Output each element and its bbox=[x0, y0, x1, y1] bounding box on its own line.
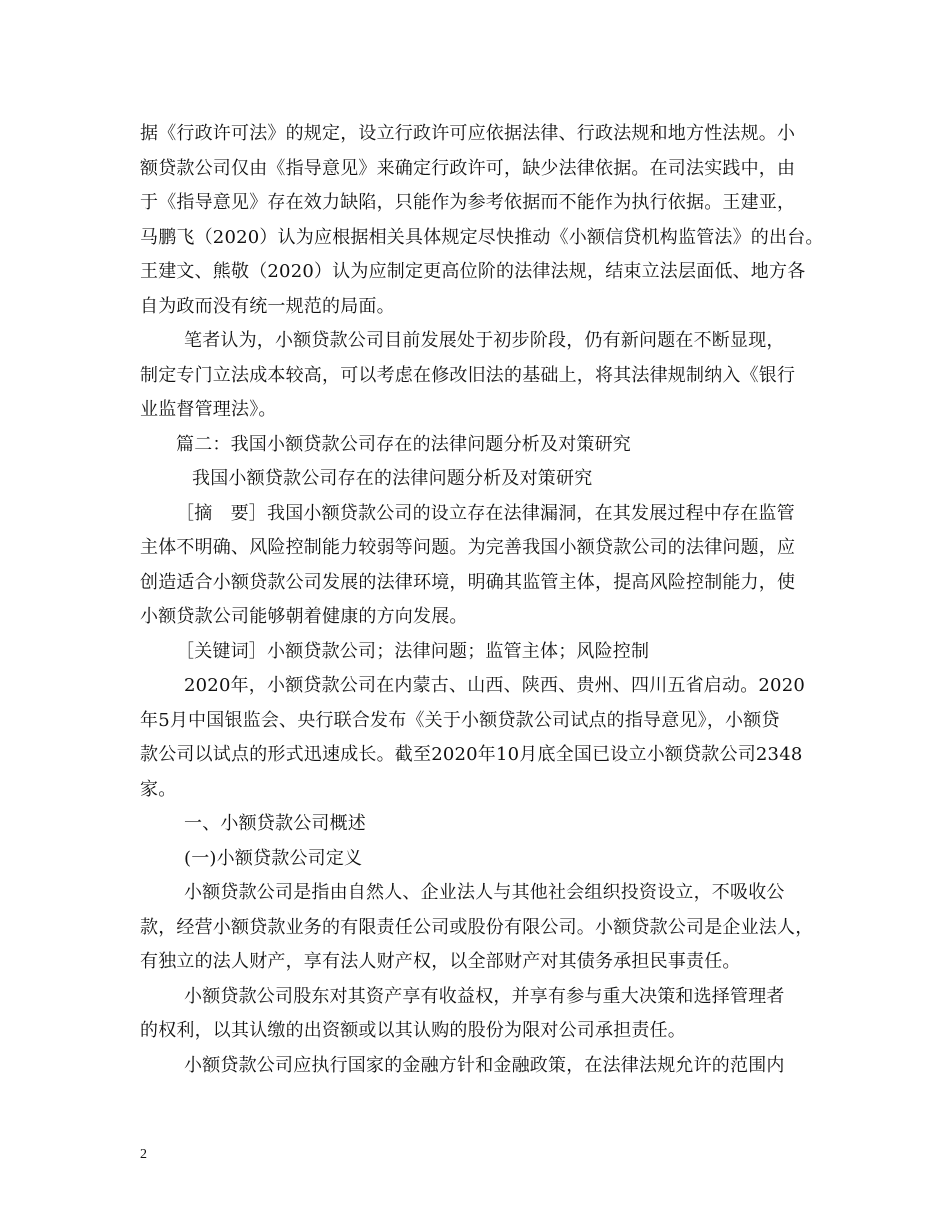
text-line: 业监督管理法》。 bbox=[140, 399, 277, 420]
text-line: 主体不明确、风险控制能力较弱等问题。为完善我国小额贷款公司的法律问题，应 bbox=[140, 537, 796, 558]
text-line: 年5月中国银监会、央行联合发布《关于小额贷款公司试点的指导意见》，小额贷 bbox=[140, 709, 780, 731]
keywords-line: ［关键词］小额贷款公司；法律问题；监管主体；风险控制 bbox=[176, 640, 650, 662]
heading-1: 一、小额贷款公司概述 bbox=[184, 813, 366, 834]
text-line: 2020年，小额贷款公司在内蒙古、山西、陕西、贵州、四川五省启动。2020 bbox=[184, 675, 806, 696]
text-line: 于《指导意见》存在效力缺陷，只能作为参考依据而不能作为执行依据。王建亚， bbox=[140, 192, 796, 213]
page-number: 2 bbox=[140, 1147, 147, 1162]
text-line: 额贷款公司仅由《指导意见》来确定行政许可，缺少法律依据。在司法实践中，由 bbox=[140, 157, 796, 179]
section-title: 篇二：我国小额贷款公司存在的法律问题分析及对策研究 bbox=[176, 433, 631, 455]
text-line: 款，经营小额贷款业务的有限责任公司或股份有限公司。小额贷款公司是企业法人， bbox=[140, 916, 814, 938]
text-line: 据《行政许可法》的规定，设立行政许可应依据法律、行政法规和地方性法规。小 bbox=[140, 123, 796, 144]
text-line: 款公司以试点的形式迅速成长。截至2020年10月底全国已设立小额贷款公司2348 bbox=[140, 744, 803, 765]
text-line: 家。 bbox=[140, 778, 177, 800]
text-line: 小额贷款公司股东对其资产享有收益权，并享有参与重大决策和选择管理者 bbox=[184, 985, 785, 1007]
body-text bbox=[140, 117, 830, 1083]
text-line: 有独立的法人财产，享有法人财产权，以全部财产对其债务承担民事责任。 bbox=[140, 951, 741, 972]
text-line: 自为政而没有统一规范的局面。 bbox=[140, 295, 395, 317]
text-line: 笔者认为，小额贷款公司目前发展处于初步阶段，仍有新问题在不断显现， bbox=[184, 330, 785, 351]
text-line: 制定专门立法成本较高，可以考虑在修改旧法的基础上，将其法律规制纳入《银行 bbox=[140, 364, 796, 386]
text-line: 创造适合小额贷款公司发展的法律环境，明确其监管主体，提高风险控制能力，使 bbox=[140, 571, 796, 593]
text-line: 王建文、熊敬（2020）认为应制定更高位阶的法律法规，结束立法层面低、地方各 bbox=[140, 261, 806, 282]
text-line: 小额贷款公司是指由自然人、企业法人与其他社会组织投资设立，不吸收公 bbox=[184, 882, 785, 903]
text-line: 马鹏飞（2020）认为应根据相关具体规定尽快推动《小额信贷机构监管法》的出台。 bbox=[140, 226, 824, 248]
abstract-line: ［摘 要］我国小额贷款公司的设立存在法律漏洞，在其发展过程中存在监管 bbox=[176, 502, 795, 524]
article-title: 我国小额贷款公司存在的法律问题分析及对策研究 bbox=[192, 468, 593, 489]
text-line: 小额贷款公司能够朝着健康的方向发展。 bbox=[140, 606, 468, 627]
text-line: 的权利，以其认缴的出资额或以其认购的股份为限对公司承担责任。 bbox=[140, 1020, 686, 1041]
text-line: 小额贷款公司应执行国家的金融方针和金融政策，在法律法规允许的范围内 bbox=[184, 1054, 785, 1076]
heading-2: (一)小额贷款公司定义 bbox=[184, 847, 363, 869]
